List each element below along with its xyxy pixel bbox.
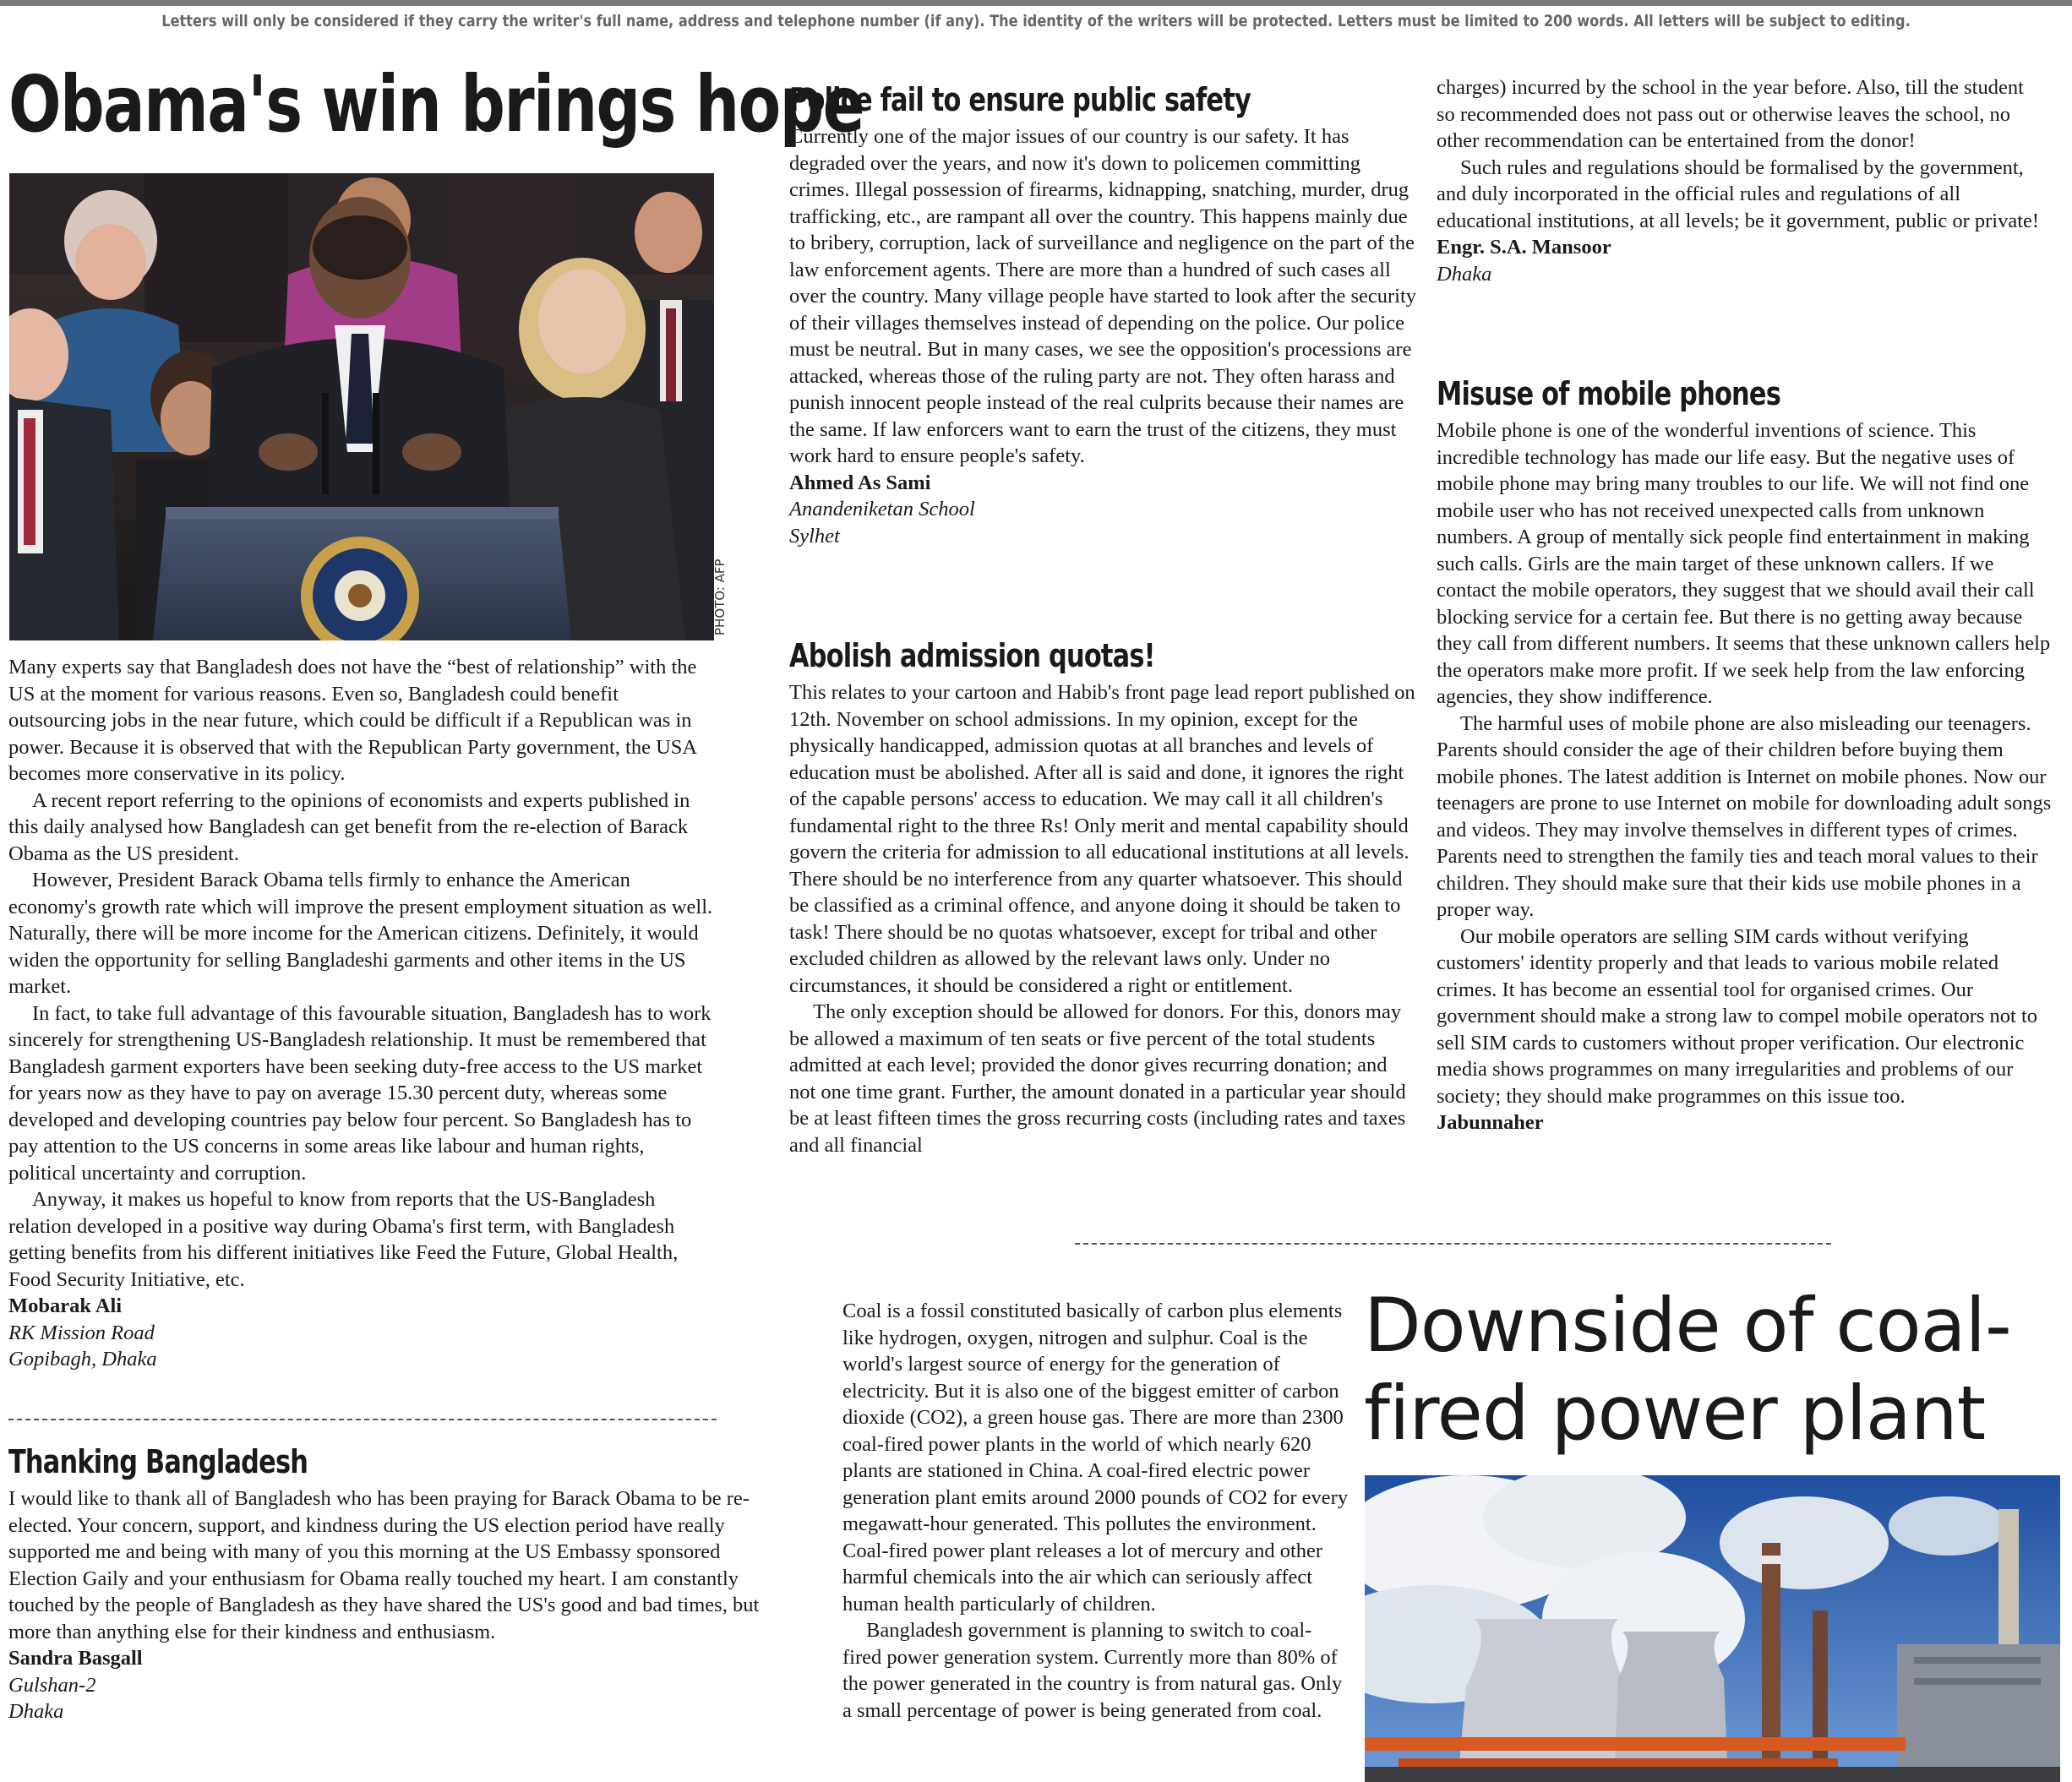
- paragraph: Many experts say that Bangladesh does not have the “best of relationship” with the US at the moment for various reasons. Even so, Bangladesh could benefit outsourcing jobs in the near future, which could be difficult if a Republican was in power. Because it is observed that with the Republican Party government, the USA becomes more conservative in its policy.: [8, 656, 697, 785]
- author-address: Dhaka: [1437, 262, 1492, 286]
- paragraph: The only exception should be allowed for donors. For this, donors may be allowed a maximum of ten seats or five percent of the total students admitted at each level; provided the donor gives recurring donation; and not one time grant. Further, the amount donated in a particular year should be at least fifteen times the gross recurring costs (including rates and taxes and all financial: [789, 1000, 1406, 1157]
- paragraph: charges) incurred by the school in the year before. Also, till the student so recommended does not pass out or otherwise leaves the school, no other recommendation can be entertained from the donor!: [1437, 76, 2024, 152]
- letter-obama-body: [8, 654, 717, 1373]
- column-divider: [8, 1419, 717, 1420]
- letter-quotas-continued: [1437, 74, 2045, 287]
- paragraph: However, President Barack Obama tells firmly to enhance the American economy's growth rate which will improve the present employment situation as well. Naturally, there will be more income for the American citizens. Definitely, it would widen the opportunity for selling Bangladeshi garments and other items in the US market.: [8, 869, 713, 998]
- top-rule: [0, 0, 2072, 6]
- letter-quotas-body: [789, 679, 1418, 1158]
- paragraph: Our mobile operators are selling SIM cards without verifying customers' identity properly and that leads to various mobile related crimes. It has become an essential tool for organised crimes. Our government should make a strong law to compel mobile operators not to sell SIM cards to customers without proper verification. Our electronic media shows programmes on many irregularities and problems of our society; they should make programmes on this issue too.: [1437, 924, 2038, 1108]
- letter-police: [789, 79, 1418, 549]
- headline-thanking: Thanking Bangladesh: [8, 1443, 308, 1480]
- headline-police: Police fail to ensure public safety: [789, 81, 1251, 118]
- author-name: Ahmed As Sami: [789, 471, 931, 494]
- paragraph: Mobile phone is one of the wonderful inventions of science. This incredible technology has made our life easy. But the negative uses of mobile phone may bring many troubles to our life. We will not find one mobile user who has not received unexpected calls from unknown numbers. A group of mentally sick people find entertainment in making such calls. Girls are the main target of these unknown callers. If we contact the mobile operators, they suggest that we should avail their call blocking service for a certain fee. But there is no getting away because they call from different numbers. It seems that these unknown callers help the operators make more profit. If we seek help from the law enforcing agencies, they show indifference.: [1437, 419, 2051, 708]
- letter-coal-body: [842, 1298, 1350, 1724]
- author-name: Engr. S.A. Mansoor: [1437, 236, 1611, 259]
- author-name: Mobarak Ali: [8, 1294, 123, 1317]
- paragraph: Bangladesh government is planning to switch to coal-fired power generation system. Currently more than 80% of the power generated in the country is from natural gas. Only a small percentage of power is being generated from coal.: [842, 1619, 1343, 1722]
- author-name: Sandra Basgall: [8, 1647, 143, 1670]
- headline-quotas: Abolish admission quotas!: [789, 637, 1155, 674]
- author-address: Sylhet: [789, 524, 840, 548]
- letter-mobile: [1437, 373, 2053, 1136]
- paragraph: This relates to your cartoon and Habib's front page lead report published on 12th. November on school admissions. In my opinion, except for the physically handicapped, admission quotas at all branches and levels of education must be abolished. After all is said and done, it ignores the right of the capable persons' access to education. We may call it all children's fundamental right to the three Rs! Only merit and mental capability should govern the criteria for admission to all educational institutions at all levels. There should be no interference from any quarter whatsoever. This should be classified as a criminal offence, and anyone doing it should be taken to task! There should be no quotas whatsoever, except for tribal and other excluded children as allowed by the relevant laws only. Under no circumstances, it should be considered a right or entitlement.: [789, 681, 1415, 997]
- headline-mobile: Misuse of mobile phones: [1437, 375, 1781, 412]
- letter-mobile-body: [1437, 417, 2053, 1136]
- paragraph: I would like to thank all of Bangladesh who has been praying for Barack Obama to be re-elected. Your concern, support, and kindness during the US election period have really supported me and being with many of you this morning at the US Embassy sponsored Election Gaily and your enthusiasm for Obama really touched my heart. I am constantly touched by the people of Bangladesh as they have shared the US's good and bad times, but more than anything else for their kindness and enthusiasm.: [8, 1487, 760, 1643]
- letter-obama: [8, 59, 864, 150]
- author-address: Dhaka: [8, 1700, 64, 1723]
- letter-thanking-body: [8, 1485, 769, 1725]
- obama-photo: [9, 173, 714, 640]
- paragraph: A recent report referring to the opinions of economists and experts published in this daily analysed how Bangladesh can get benefit from the re-election of Barack Obama as the US president.: [8, 788, 690, 865]
- headline-obama: Obama's win brings hope: [8, 59, 864, 150]
- paragraph: The harmful uses of mobile phone are also misleading our teenagers. Parents should consider the age of their children before buying them mobile phones. The latest addition is Internet on mobile phones. Now our teenagers are prone to use Internet on mobile for downloading adult songs and videos. They may involve themselves in different types of crimes. Parents need to strengthen the family ties and teach moral values to their children. They should make sure that their kids use mobile phones in a proper way.: [1437, 711, 2052, 921]
- author-address: Gopibagh, Dhaka: [8, 1348, 157, 1371]
- paragraph: Currently one of the major issues of our country is our safety. It has degraded over the years, and now it's down to policemen committing crimes. Illegal possession of firearms, kidnapping, snatching, murder, drug trafficking, etc., are rampant all over the country. This happens mainly due to bribery, corruption, lack of surveillance and negligence on the part of the law enforcement agents. There are more than a hundred of such cases all over the country. Many village people have started to look after the security of their villages themselves instead of depending on the police. Our police must be neutral. But in many cases, we see the opposition's processions are attacked, whereas those of the ruling party are not. They often harass and punish innocent people instead of the real culprits because their names are the same. If law enforcers want to earn the trust of the citizens, they must work hard to ensure people's safety.: [789, 125, 1416, 467]
- author-address: Anandeniketan School: [789, 498, 975, 520]
- photo-credit: PHOTO: AFP: [712, 559, 728, 635]
- author-address: RK Mission Road: [8, 1321, 155, 1344]
- letters-policy-notice: Letters will only be considered if they carry the writer's full name, address and telephone number (if any). The identity of the writers will be protected. Letters must be limited to 200 words. All letters will be subject to editing.: [161, 12, 1911, 30]
- paragraph: Anyway, it makes us hopeful to know from reports that the US-Bangladesh relation developed in a positive way during Obama's first term, with Bangladesh getting benefits from his different initiatives like Feed the Future, Global Health, Food Security Initiative, etc.: [8, 1188, 679, 1291]
- author-name: Jabunnaher: [1437, 1111, 1544, 1134]
- headline-coal: Downside of coal-fired power plant: [1364, 1282, 2011, 1457]
- paragraph: In fact, to take full advantage of this favourable situation, Bangladesh has to work sincerely for strengthening US-Bangladesh relationship. It must be remembered that Bangladesh garment exporters have been seeking duty-free access to the US market for years now as they have to pay on average 15.30 percent duty, whereas some developed and developing countries pay below four percent. So Bangladesh has to pay attention to the US concerns in some areas like labour and human rights, political uncertainty and corruption.: [8, 1001, 712, 1185]
- letter-police-body: [789, 123, 1418, 549]
- author-address: Gulshan-2: [8, 1673, 96, 1697]
- paragraph: Such rules and regulations should be formalised by the government, and duly incorporated in the official rules and regulations of all educational institutions, at all levels; be it government, public or private!: [1437, 155, 2040, 232]
- section-divider: [1075, 1243, 1831, 1245]
- paragraph: Coal is a fossil constituted basically of carbon plus elements like hydrogen, oxygen, nitrogen and sulphur. Coal is the world's largest source of energy for the generation of electricity. But it is also one of the biggest emitter of carbon dioxide (CO2), a green house gas. There are more than 2300 coal-fired power plants in the world of which nearly 620 plants are stationed in China. A coal-fired electric power generation plant emits around 2000 pounds of CO2 for every megawatt-hour generated. This pollutes the environment. Coal-fired power plant releases a lot of mercury and other harmful chemicals into the air which can seriously affect human health particularly of children.: [842, 1300, 1349, 1616]
- letter-coal-title: [1364, 1282, 2065, 1458]
- letter-quotas: [789, 635, 1418, 1158]
- letter-thanking: [8, 1441, 769, 1725]
- coal-plant-photo: [1365, 1475, 2060, 1782]
